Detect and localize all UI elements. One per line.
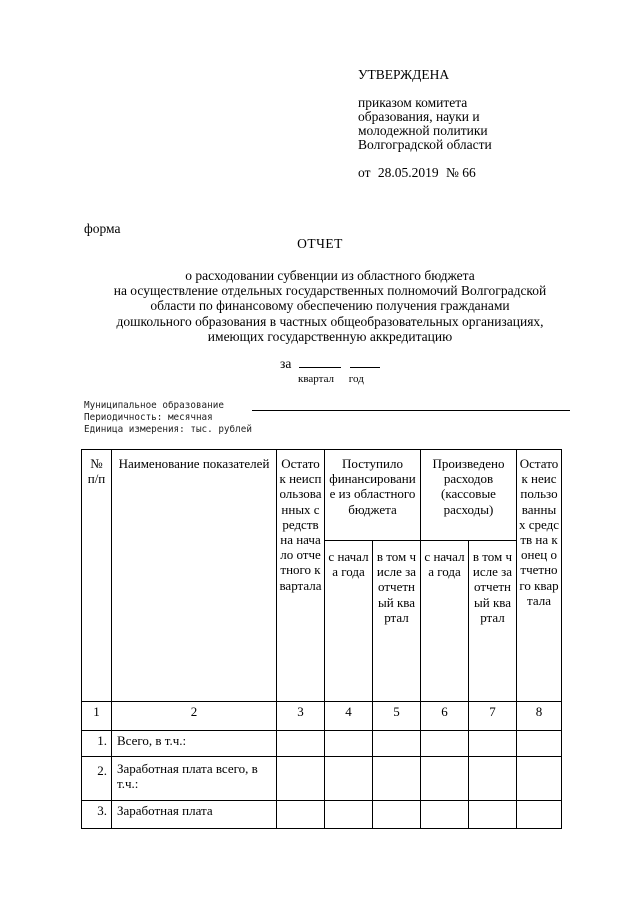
report-subtitle [60, 268, 600, 344]
column-number: 4 [325, 702, 373, 731]
cell [325, 731, 373, 757]
cell [277, 801, 325, 829]
cell [277, 757, 325, 801]
cell [469, 801, 517, 829]
approval-date-line [358, 166, 608, 180]
approval-line: образования, науки и [358, 109, 480, 124]
report-subtitle-line: дошкольного образования в частных общеобразовательных организациях, [116, 313, 544, 329]
header-spent-quarter: в том числе за отчетный квартал [469, 541, 517, 702]
year-blank [350, 355, 380, 368]
header-name: Наименование показателей [112, 450, 277, 702]
municipality-label: Муниципальное образование [84, 400, 224, 411]
header-spent: Произведено расходов (кассовые расходы) [421, 450, 517, 541]
quarter-blank [299, 355, 341, 368]
table-row [82, 801, 562, 829]
form-label: форма [84, 221, 121, 236]
approval-line: приказом комитета [358, 95, 468, 110]
table-row [82, 731, 562, 757]
municipality-underline [252, 410, 570, 411]
year-caption: год [348, 373, 364, 385]
row-name: Заработная плата [112, 801, 277, 829]
period-prefix: за [280, 356, 292, 371]
period-line [280, 355, 380, 372]
cell [421, 731, 469, 757]
column-number: 6 [421, 702, 469, 731]
approval-number: № 66 [445, 165, 476, 180]
header-balance-start: Остаток неиспользованных средств на начало отчетного квартала [277, 450, 325, 702]
column-number: 3 [277, 702, 325, 731]
cell [517, 801, 562, 829]
row-name: Всего, в т.ч.: [112, 731, 277, 757]
periodicity-label: Периодичность: месячная [84, 412, 213, 423]
cell [325, 801, 373, 829]
cell [469, 757, 517, 801]
cell [517, 731, 562, 757]
column-number: 8 [517, 702, 562, 731]
cell [277, 731, 325, 757]
report-meta [84, 400, 252, 436]
approval-line: молодежной политики [358, 123, 488, 138]
column-number: 2 [112, 702, 277, 731]
header-spent-year: с начала года [421, 541, 469, 702]
row-name: Заработная плата всего, в т.ч.: [112, 757, 277, 801]
column-number: 1 [82, 702, 112, 731]
period-captions [298, 373, 376, 385]
report-subtitle-line: о расходовании субвенции из областного бюджета [185, 268, 475, 283]
cell [421, 757, 469, 801]
report-title: ОТЧЕТ [297, 236, 343, 251]
column-number: 7 [469, 702, 517, 731]
quarter-caption: квартал [298, 373, 335, 385]
column-number: 5 [373, 702, 421, 731]
cell [373, 757, 421, 801]
header-received-quarter: в том числе за отчетный квартал [373, 541, 421, 702]
cell [469, 731, 517, 757]
report-subtitle-line: на осуществление отдельных государственных полномочий Волгоградской [113, 283, 547, 299]
approval-block [358, 68, 608, 180]
report-subtitle-line: имеющих государственную аккредитацию [207, 328, 453, 344]
row-num: 3. [82, 801, 112, 829]
row-num: 2. [82, 757, 112, 801]
approval-date: 28.05.2019 [377, 165, 439, 180]
header-received-year: с начала года [325, 541, 373, 702]
report-table [81, 449, 562, 829]
approval-line: Волгоградской области [358, 137, 492, 152]
cell [325, 757, 373, 801]
header-received: Поступило финансирование из областного бюджета [325, 450, 421, 541]
unit-label: Единица измерения: тыс. рублей [84, 424, 252, 435]
cell [373, 731, 421, 757]
approval-heading: УТВЕРЖДЕНА [358, 67, 450, 82]
header-balance-end: Остаток неиспользованных средств на конец отчетного квартала [517, 450, 562, 702]
cell [421, 801, 469, 829]
row-num: 1. [82, 731, 112, 757]
cell [517, 757, 562, 801]
header-num: № п/п [82, 450, 112, 702]
cell [373, 801, 421, 829]
approval-date-prefix: от [358, 165, 371, 180]
table-row [82, 757, 562, 801]
report-subtitle-line: области по финансовому обеспечению получения гражданами [150, 298, 510, 314]
